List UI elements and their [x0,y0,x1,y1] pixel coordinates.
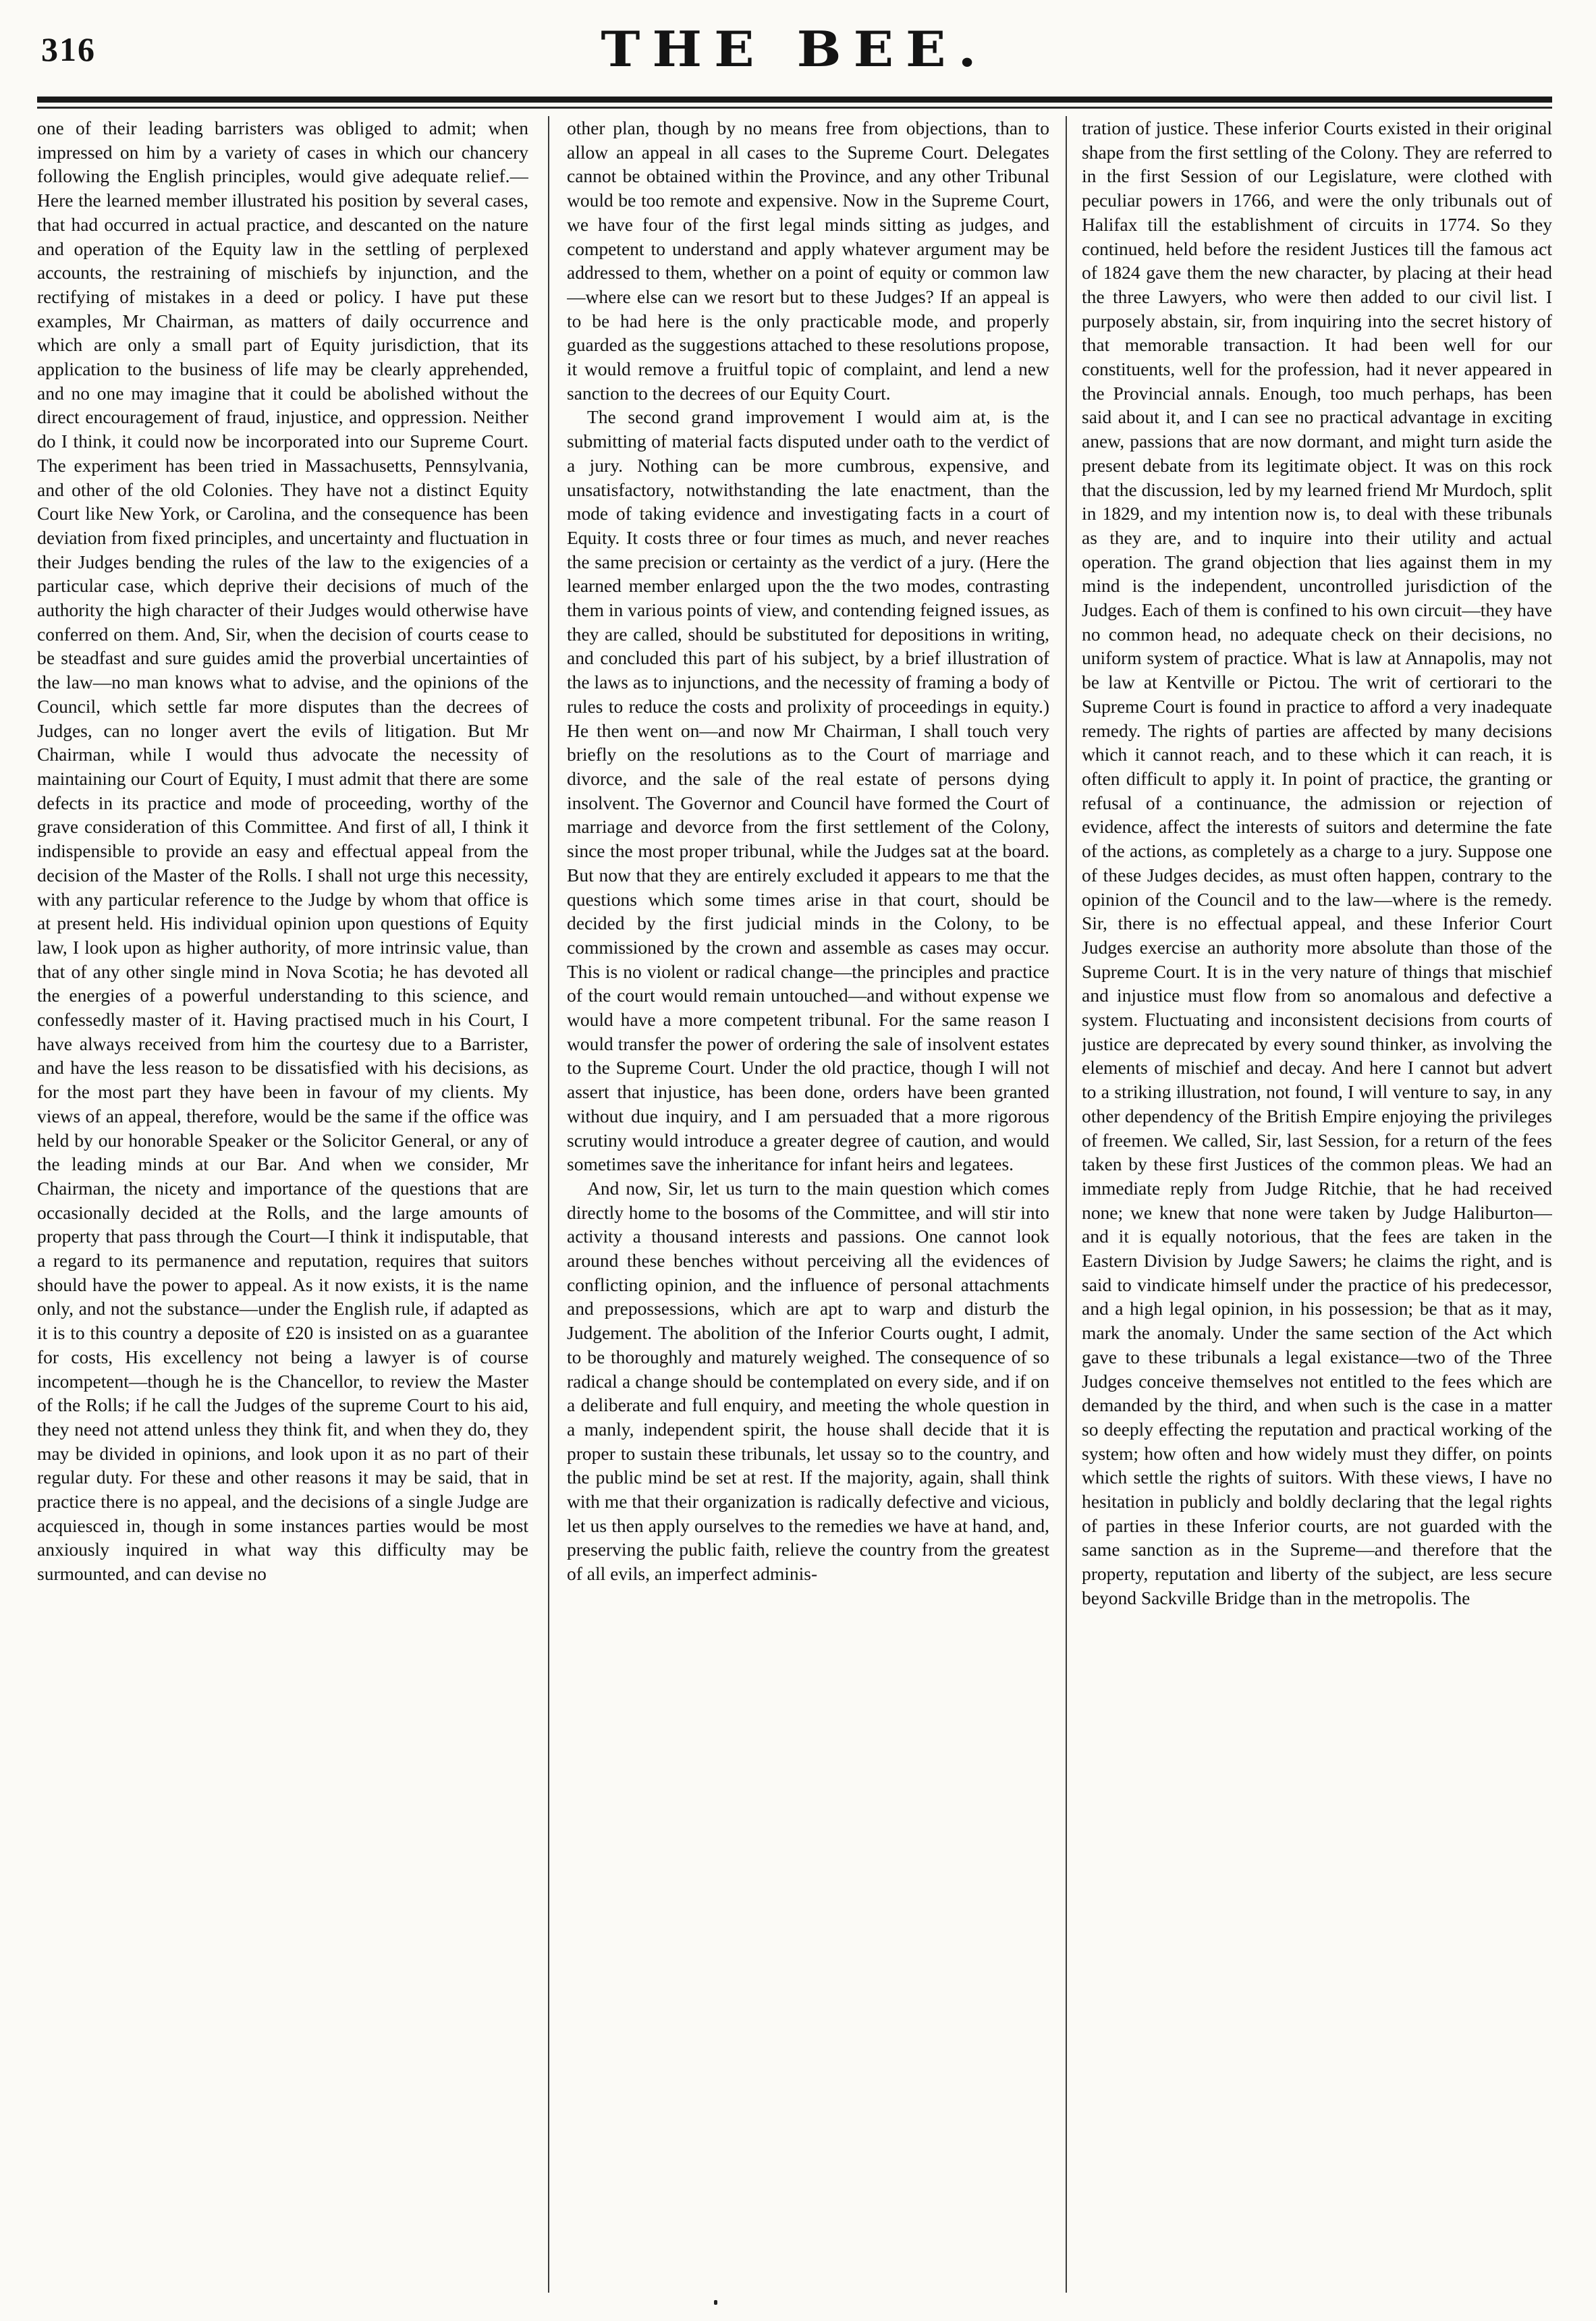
column-2 [567,116,1049,2293]
masthead-title: THE BEE. [601,21,989,78]
column-2-paragraph-2: The second grand improvement I would aim at, is the submitting of material facts disputed under oath to the verdict of a jury. Nothing can be more cumbrous, expensive, and unsatisfactory, notwithstanding the late enactment, than the mode of taking evidence and investigating facts in a court of Equity. It costs three or four times as much, and never reaches the same precision or certainty as the verdict of a jury. (Here the learned member enlarged upon the the two modes, contrasting them in various points of view, and contending feigned issues, as they are called, should be substituted for depositions in writing, and concluded this part of his subject, by a brief illustration of the laws as to injunctions, and the necessity of framing a body of rules to reduce the costs and prolixity of proceedings in equity.) He then went on—and now Mr Chairman, I shall touch very briefly on the resolutions as to the Court of marriage and divorce, and the sale of the real estate of persons dying insolvent. The Governor and Council have formed the Court of marriage and devorce from the first settlement of the Colony, since the most proper tribunal, while the Judges sat at the board. But now that they are entirely excluded it appears to me that the questions which some times arise in that court, should be decided by the first judicial minds in the Colony, to be commissioned by the crown and assemble as cases may occur. This is no violent or radical change—the principles and practice of the court would remain untouched—and without expense we would have a more competent tribunal. For the same reason I would transfer the power of ordering the sale of insolvent estates to the Supreme Court. Under the old practice, though I will not assert that injustice, has been done, orders have been granted without due inquiry, and I am persuaded that a more rigorous scrutiny would introduce a greater degree of caution, and would sometimes save the inheritance for infant heirs and legatees. [567,406,1049,1175]
column-1-paragraph-1: one of their leading barristers was obliged to admit; when impressed on him by a variety of cases in which our chancery following the English principles, would give adequate relief.—Here the learned member illustrated his position by several cases, that had occurred in actual practice, and descanted on the nature and operation of the Equity law in the settling of perplexed accounts, the restraining of mischiefs by injunction, and the rectifying of mistakes in a deed or policy. I have put these examples, Mr Chairman, as matters of daily occurrence and which are only a small part of Equity jurisdiction, that its application to the business of life may be clearly apprehended, and no one may imagine that it could be abolished without the direct encouragement of fraud, injustice, and oppression. Neither do I think, it could now be incorporated into our Supreme Court. The experiment has been tried in Massachusetts, Pennsylvania, and other of the old Colonies. They have not a distinct Equity Court like New York, or Carolina, and the consequence has been deviation from fixed principles, and uncertainty and fluctuation in their Judges bending the rules of the law to the exigencies of a particular case, which deprive their decisions of much of the authority the high character of their Judges would otherwise have conferred on them. And, Sir, when the decision of courts cease to be steadfast and sure guides amid the proverbial uncertainties of the law—no man knows what to advise, and the opinions of the Council, which settle far more disputes than the decrees of Judges, can no longer avert the evils of litigation. But Mr Chairman, while I would thus advocate the necessity of maintaining our Court of Equity, I must admit that there are some defects in its practice and mode of proceeding, worthy of the grave consideration of this Committee. And first of all, I think it indispensible to provide an easy and effectual appeal from the decision of the Master of the Rolls. I shall not urge this necessity, with any particular reference to the Judge by whom that office is at present held. His individual opinion upon questions of Equity law, I look upon as higher authority, of more intrinsic value, than that of any other single mind in Nova Scotia; he has devoted all the energies of a powerful understanding to this science, and confessedly master of it. Having practised much in his Court, I have always received from him the courtesy due to a Barrister, and have the less reason to be dissatisfied with his decisions, as for the most part they have been in favour of my clients. My views of an appeal, therefore, would be the same if the office was held by our honorable Speaker or the Solicitor General, or any of the leading minds at our Bar. And when we consider, Mr Chairman, the nicety and importance of the questions that are occasionally decided at the Rolls, and the large amounts of property that pass through the Court—I think it indisputable, that a regard to its permanence and reputation, requires that suitors should have the power to appeal. As it now exists, it is the name only, and not the substance—under the English rule, if adapted as it is to this country a deposite of £20 is insisted on as a guarantee for costs, His excellency not being a lawyer is of course incompetent—though he is the Chancellor, to review the Master of the Rolls; if he call the Judges of the supreme Court to his aid, they need not attend unless they think fit, and when they do, they may be divided in opinions, and look upon it as no part of their regular duty. For these and other reasons it may be said, that in practice there is no appeal, and the decisions of a single Judge are acquiesced in, though in some instances parties would be most anxiously inquired in what way this difficulty may be surmounted, and can devise no [37,117,528,1585]
text-columns [37,116,1552,2293]
column-1 [37,116,528,2293]
column-2-paragraph-1: other plan, though by no means free from objections, than to allow an appeal in all cases to the Supreme Court. Delegates cannot be obtained within the Province, and any other Tribunal would be too remote and expensive. Now in the Supreme Court, we have four of the first legal minds sitting as judges, and competent to understand and apply whatever argument may be addressed to them, whether on a point of equity or common law—where else can we resort but to these Judges? If an appeal is to be had here is the only practicable mode, and properly guarded as the suggestions attached to these resolutions propose, it would remove a fruitful topic of complaint, and lend a new sanction to the decrees of our Equity Court. [567,117,1049,404]
header-rule-thick [37,97,1552,103]
column-2-paragraph-3: And now, Sir, let us turn to the main question which comes directly home to the bosoms of the Committee, and will stir into activity a thousand interests and passions. One cannot look around these benches without perceiving all the evidences of conflicting opinion, and the influence of personal attachments and prepossessions, which are apt to warp and disturb the Judgement. The abolition of the Inferior Courts ought, I admit, to be thoroughly and maturely weighed. The consequence of so radical a change should be contemplated on every side, and if on a deliberate and full enquiry, and meeting the whole question in a manly, independent spirit, the house shall decide that it is proper to sustain these tribunals, let ussay so to the country, and the public mind be set at rest. If the majority, again, shall think with me that their organization is radically defective and vicious, let us then apply ourselves to the remedies we have at hand, and, preserving the public faith, relieve the country from the greatest of all evils, an imperfect adminis- [567,1177,1049,1585]
column-3 [1082,116,1552,2293]
print-speck [714,2300,717,2305]
page-header [37,19,1552,97]
column-divider [548,116,549,2293]
header-rule-thin [37,107,1552,109]
page-number: 316 [41,30,96,68]
column-3-paragraph-1: tration of justice. These inferior Courts existed in their original shape from the first settling of the Colony. They are referred to in the first Session of our Legislature, were clothed with peculiar powers in 1766, and were the only tribunals out of Halifax till the establishment of circuits in 1774. So they continued, held before the resident Justices till the famous act of 1824 gave them the new character, by placing at their head the three Lawyers, who were then added to our civil list. I purposely abstain, sir, from inquiring into the secret history of that memorable transaction. It had been well for our constituents, well for the profession, had it never appeared in the Provincial annals. Enough, too much perhaps, has been said about it, and I can see no practical advantage in exciting anew, passions that are now dormant, and might turn aside the present debate from its legitimate object. It was on this rock that the discussion, led by my learned friend Mr Murdoch, split in 1829, and my intention now is, to deal with these tribunals as they are, and to inquire into their utility and actual operation. The grand objection that lies against them in my mind is the independent, uncontrolled jurisdiction of the Judges. Each of them is confined to his own circuit—they have no common head, no adequate check on their decisions, no uniform system of practice. What is law at Annapolis, may not be law at Kentville or Pictou. The writ of certiorari to the Supreme Court is found in practice to afford a very inadequate remedy. The rights of parties are affected by many decisions which it cannot reach, and to these which it can reach, it is often difficult to apply it. In point of practice, the granting or refusal of a continuance, the admission or rejection of evidence, affect the interests of suitors and determine the fate of the actions, as completely as a charge to a jury. Suppose one of these Judges decides, as must often happen, contrary to the opinion of the Council and to the law—where is the remedy. Sir, there is no effectual appeal, and these Inferior Court Judges exercise an authority more absolute than those of the Supreme Court. It is in the very nature of things that mischief and injustice must flow from so anomalous and defective a system. Fluctuating and inconsistent decisions from courts of justice are deprecated by every sound thinker, as involving the elements of mischief and decay. And here I cannot but advert to a striking illustration, not found, I will venture to say, in any other dependency of the British Empire enjoying the privileges of freemen. We called, Sir, last Session, for a return of the fees taken by these first Justices of the common pleas. We had an immediate reply from Judge Ritchie, that he had received none; we knew that none were taken by Judge Haliburton—and it is equally notorious, that the fees are taken in the Eastern Division by Judge Sawers; he claims the right, and is said to vindicate himself under the practice of his predecessor, and a high legal opinion, in his possession; be that as it may, mark the anomaly. Under the same section of the Act which gave to these tribunals a legal existance—two of the Three Judges conceive themselves not entitled to the fees which are demanded by the third, and when such is the case in a matter so deeply effecting the reputation and practical working of the system; how often and how widely must they differ, on points which settle the rights of suitors. With these views, I have no hesitation in publicly and boldly declaring that the legal rights of parties in these Inferior courts, are not guarded with the same sanction as in the Supreme—and therefore that the property, reputation and liberty of the subject, are less secure beyond Sackville Bridge than in the metropolis. The [1082,117,1552,1608]
column-divider [1066,116,1067,2293]
